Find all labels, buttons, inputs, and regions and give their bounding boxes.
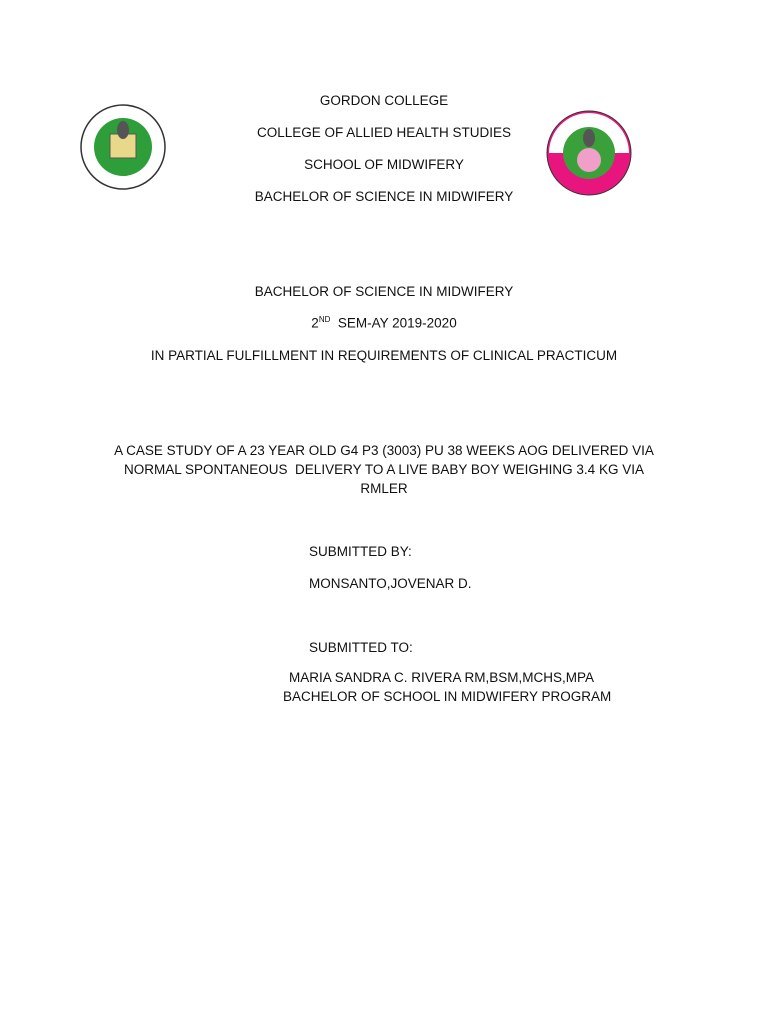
school-of-midwifery-logo [546,110,632,196]
submitted-to-program: BACHELOR OF SCHOOL IN MIDWIFERY PROGRAM [283,689,612,704]
sem-num: 2 [311,315,319,331]
fulfillment-line: IN PARTIAL FULFILLMENT IN REQUIREMENTS OF CLINICAL PRACTICUM [150,348,618,363]
title-line-2: NORMAL SPONTANEOUS DELIVERY TO A LIVE BABY BOY WEIGHING 3.4 KG VIA [124,462,644,477]
semester-line [0,315,768,331]
sem-sup: ND [318,315,331,324]
sem-rest: SEM-AY 2019-2020 [330,315,457,331]
gordon-college-logo [80,104,166,190]
program-line: BACHELOR OF SCIENCE IN MIDWIFERY [254,284,514,299]
header-line-3: SCHOOL OF MIDWIFERY [304,157,464,172]
header-line-1: GORDON COLLEGE [319,93,449,108]
header-line-2: COLLEGE OF ALLIED HEALTH STUDIES [256,125,512,140]
title-line-3: RMLER [360,481,408,496]
submitted-by-name: MONSANTO,JOVENAR D. [309,576,472,591]
title-line-1: A CASE STUDY OF A 23 YEAR OLD G4 P3 (3003) PU 38 WEEKS AOG DELIVERED VIA [114,443,654,458]
submitted-to-name: MARIA SANDRA C. RIVERA RM,BSM,MCHS,MPA [289,670,595,685]
submitted-to-label: SUBMITTED TO: [309,640,413,655]
header-line-4: BACHELOR OF SCIENCE IN MIDWIFERY [254,189,514,204]
submitted-by-label: SUBMITTED BY: [309,544,412,559]
